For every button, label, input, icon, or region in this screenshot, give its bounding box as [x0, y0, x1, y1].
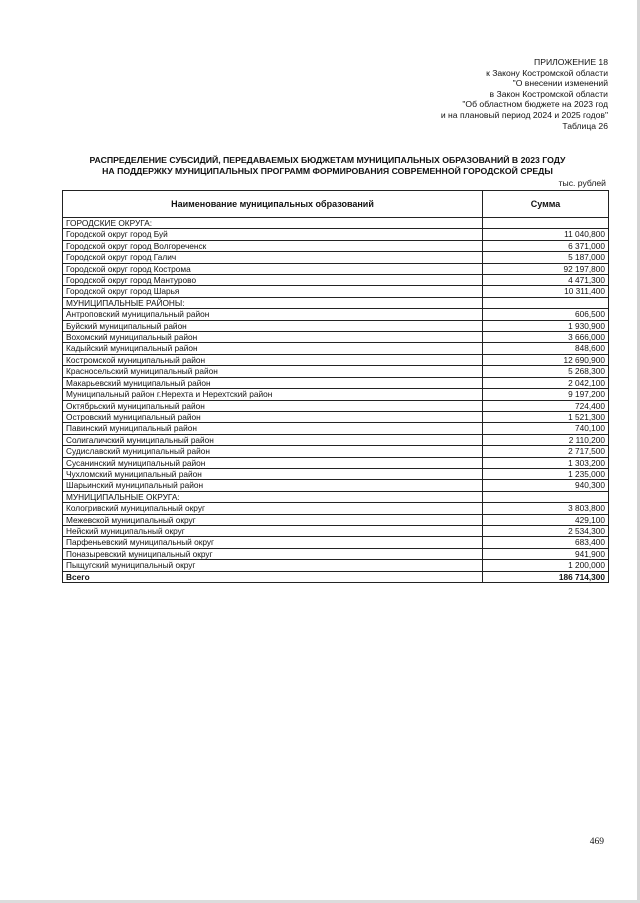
- table-row: [63, 423, 609, 434]
- row-name: Октябрьский муниципальный район: [63, 400, 483, 411]
- appendix-line: "Об областном бюджете на 2023 год: [462, 99, 608, 110]
- row-name: Поназыревский муниципальный округ: [63, 548, 483, 559]
- row-name: Павинский муниципальный район: [63, 423, 483, 434]
- table-row: [63, 366, 609, 377]
- row-sum: 10 311,400: [483, 286, 609, 297]
- row-name: Муниципальный район г.Нерехта и Нерехтский район: [63, 389, 483, 400]
- table-row: [63, 229, 609, 240]
- document-title-line-1: РАСПРЕДЕЛЕНИЕ СУБСИДИЙ, ПЕРЕДАВАЕМЫХ БЮДЖЕТАМ МУНИЦИПАЛЬНЫХ ОБРАЗОВАНИЙ В 2023 ГОДУ: [89, 155, 566, 165]
- row-sum: 1 303,200: [483, 457, 609, 468]
- row-sum: 3 803,800: [483, 503, 609, 514]
- row-sum: 2 534,300: [483, 525, 609, 536]
- row-sum: 1 521,300: [483, 411, 609, 422]
- row-sum: 941,900: [483, 548, 609, 559]
- table-body: [63, 218, 609, 583]
- total-row: [63, 571, 609, 582]
- total-label: Всего: [63, 571, 483, 582]
- total-sum: 186 714,300: [483, 571, 609, 582]
- row-name: Костромской муниципальный район: [63, 354, 483, 365]
- table-row: [63, 457, 609, 468]
- table-row: [63, 354, 609, 365]
- row-sum: 12 690,900: [483, 354, 609, 365]
- row-sum: 3 666,000: [483, 332, 609, 343]
- row-sum: 740,100: [483, 423, 609, 434]
- document-title: [40, 155, 615, 177]
- row-name: Красносельский муниципальный район: [63, 366, 483, 377]
- row-name: МУНИЦИПАЛЬНЫЕ ОКРУГА:: [63, 491, 483, 502]
- table-header-row: [63, 191, 609, 218]
- row-name: Шарьинский муниципальный район: [63, 480, 483, 491]
- row-name: Вохомский муниципальный район: [63, 332, 483, 343]
- table-row: [63, 560, 609, 571]
- row-name: Кадыйский муниципальный район: [63, 343, 483, 354]
- table-row: [63, 263, 609, 274]
- table-number: Таблица 26: [562, 120, 608, 131]
- table-row: [63, 525, 609, 536]
- table-row: [63, 309, 609, 320]
- row-name: Солигаличский муниципальный район: [63, 434, 483, 445]
- table-row: [63, 218, 609, 229]
- table-row: [63, 503, 609, 514]
- units-label: тыс. рублей: [558, 178, 606, 188]
- row-sum: 848,600: [483, 343, 609, 354]
- row-sum: [483, 218, 609, 229]
- row-name: Чухломский муниципальный район: [63, 468, 483, 479]
- row-name: Пыщугский муниципальный округ: [63, 560, 483, 571]
- table-row: [63, 548, 609, 559]
- row-sum: 1 235,000: [483, 468, 609, 479]
- row-sum: 2 717,500: [483, 446, 609, 457]
- table-row: [63, 491, 609, 502]
- row-name: Макарьевский муниципальный район: [63, 377, 483, 388]
- row-sum: 1 200,000: [483, 560, 609, 571]
- table-row: [63, 389, 609, 400]
- row-sum: 606,500: [483, 309, 609, 320]
- table-row: [63, 332, 609, 343]
- row-sum: 4 471,300: [483, 275, 609, 286]
- document-title-line-2: НА ПОДДЕРЖКУ МУНИЦИПАЛЬНЫХ ПРОГРАММ ФОРМИРОВАНИЯ СОВРЕМЕННОЙ ГОРОДСКОЙ СРЕДЫ: [102, 165, 553, 176]
- appendix-line: к Закону Костромской области: [486, 67, 608, 78]
- row-sum: 429,100: [483, 514, 609, 525]
- subsidy-table: [62, 190, 609, 583]
- row-name: Городской округ город Волгореченск: [63, 240, 483, 251]
- row-name: Межевской муниципальный округ: [63, 514, 483, 525]
- row-sum: [483, 297, 609, 308]
- row-name: Городской округ город Шарья: [63, 286, 483, 297]
- appendix-line: и на плановый период 2024 и 2025 годов": [440, 109, 608, 120]
- page-number: 469: [589, 837, 604, 847]
- appendix-line: в Закон Костромской области: [489, 88, 608, 99]
- row-sum: 92 197,800: [483, 263, 609, 274]
- table-row: [63, 400, 609, 411]
- table-row: [63, 320, 609, 331]
- row-name: Антроповский муниципальный район: [63, 309, 483, 320]
- table-row: [63, 480, 609, 491]
- table-row: [63, 275, 609, 286]
- appendix-line: "О внесении изменений: [512, 78, 608, 89]
- table-row: [63, 434, 609, 445]
- table-row: [63, 446, 609, 457]
- row-name: МУНИЦИПАЛЬНЫЕ РАЙОНЫ:: [63, 297, 483, 308]
- row-sum: [483, 491, 609, 502]
- row-name: Нейский муниципальный округ: [63, 525, 483, 536]
- table-row: [63, 286, 609, 297]
- row-sum: 1 930,900: [483, 320, 609, 331]
- row-name: Парфеньевский муниципальный округ: [63, 537, 483, 548]
- row-sum: 9 197,200: [483, 389, 609, 400]
- table-row: [63, 240, 609, 251]
- appendix-header: [441, 57, 608, 131]
- row-name: Городской округ город Мантурово: [63, 275, 483, 286]
- row-name: Кологривский муниципальный округ: [63, 503, 483, 514]
- row-name: Островский муниципальный район: [63, 411, 483, 422]
- table-row: [63, 537, 609, 548]
- row-name: Судиславский муниципальный район: [63, 446, 483, 457]
- row-sum: 683,400: [483, 537, 609, 548]
- table-row: [63, 377, 609, 388]
- row-name: Сусанинский муниципальный район: [63, 457, 483, 468]
- column-header-sum: Сумма: [483, 191, 609, 218]
- row-sum: 2 042,100: [483, 377, 609, 388]
- table-row: [63, 514, 609, 525]
- table-row: [63, 297, 609, 308]
- row-sum: 940,300: [483, 480, 609, 491]
- table-row: [63, 252, 609, 263]
- row-sum: 5 268,300: [483, 366, 609, 377]
- row-sum: 6 371,000: [483, 240, 609, 251]
- row-sum: 5 187,000: [483, 252, 609, 263]
- appendix-line: ПРИЛОЖЕНИЕ 18: [534, 57, 608, 67]
- table-row: [63, 411, 609, 422]
- row-name: ГОРОДСКИЕ ОКРУГА:: [63, 218, 483, 229]
- row-name: Буйский муниципальный район: [63, 320, 483, 331]
- row-name: Городской округ город Кострома: [63, 263, 483, 274]
- row-sum: 11 040,800: [483, 229, 609, 240]
- column-header-name: Наименование муниципальных образований: [63, 191, 483, 218]
- row-sum: 2 110,200: [483, 434, 609, 445]
- row-name: Городской округ город Буй: [63, 229, 483, 240]
- row-sum: 724,400: [483, 400, 609, 411]
- table-row: [63, 468, 609, 479]
- table-row: [63, 343, 609, 354]
- row-name: Городской округ город Галич: [63, 252, 483, 263]
